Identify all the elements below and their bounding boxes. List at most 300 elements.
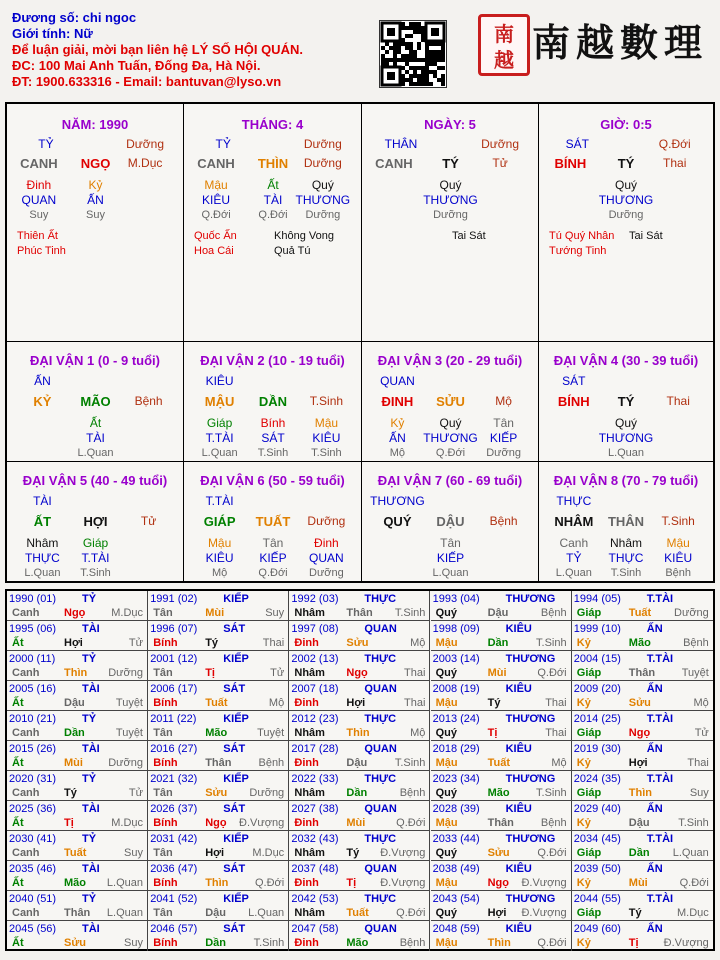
year-stem: Đinh bbox=[294, 697, 319, 709]
year-stem: Nhâm bbox=[294, 727, 325, 739]
year-label: 2039 (50) bbox=[573, 863, 621, 875]
pillar-title: GIỜ: 0:5 bbox=[600, 117, 652, 132]
year-god: THỰC bbox=[364, 893, 397, 905]
year-branch: Dần bbox=[628, 847, 650, 859]
stem-stage: Q.Đới bbox=[658, 137, 691, 151]
year-stem: Đinh bbox=[294, 937, 319, 949]
year-stage: L.Quan bbox=[672, 847, 709, 859]
client-info bbox=[12, 10, 303, 90]
year-stage: Thai bbox=[545, 697, 567, 709]
year-god: TÀI bbox=[82, 683, 100, 695]
year-branch: Tuất bbox=[205, 697, 228, 709]
year-branch: Tý bbox=[487, 697, 501, 709]
hidden-stage: Q.Đới bbox=[258, 567, 288, 579]
year-cell bbox=[148, 711, 289, 741]
year-stage: Bệnh bbox=[540, 607, 567, 619]
year-stage: Q.Đới bbox=[537, 937, 567, 949]
dai-van-cell bbox=[362, 342, 539, 462]
year-god: THỰC bbox=[364, 773, 397, 785]
year-label: 2026 (37) bbox=[150, 803, 198, 815]
year-label: 2035 (46) bbox=[9, 863, 57, 875]
year-branch: Sửu bbox=[346, 637, 369, 649]
hidden-god: THỰC bbox=[608, 551, 644, 565]
year-stage: Thai bbox=[262, 637, 285, 649]
year-stem: Tân bbox=[153, 607, 173, 619]
bad-star: Tai Sát bbox=[629, 230, 663, 242]
bad-star: Tai Sát bbox=[452, 230, 486, 242]
year-label: 2033 (44) bbox=[432, 833, 480, 845]
year-god: SÁT bbox=[223, 923, 246, 935]
year-stem: Canh bbox=[12, 787, 40, 799]
year-stage: Thai bbox=[545, 727, 567, 739]
seal-logo: 南 越 bbox=[478, 14, 530, 76]
hidden-stage: Suy bbox=[86, 209, 105, 221]
dai-van-stage: T.Sinh bbox=[661, 514, 695, 528]
year-stem: Canh bbox=[12, 847, 40, 859]
hidden-stem: Kỷ bbox=[88, 178, 103, 192]
hidden-god: KIẾP bbox=[436, 551, 465, 565]
year-stage: T.Sinh bbox=[536, 787, 567, 799]
dai-van-cell bbox=[362, 462, 539, 583]
year-stage: Dưỡng bbox=[249, 787, 285, 799]
hidden-stem: Quý bbox=[311, 178, 334, 192]
year-stem: Canh bbox=[12, 727, 40, 739]
year-cell bbox=[431, 741, 572, 771]
year-stem: Kỷ bbox=[576, 637, 591, 649]
dai-van-cell bbox=[7, 462, 184, 583]
hidden-stage: L.Quan bbox=[201, 447, 238, 459]
year-stage: Tử bbox=[128, 787, 143, 799]
year-label: 2043 (54) bbox=[432, 893, 480, 905]
year-god: QUAN bbox=[364, 683, 397, 695]
year-label: 2022 (33) bbox=[291, 773, 339, 785]
year-label: 2004 (15) bbox=[573, 653, 621, 665]
pillar-cell bbox=[362, 104, 539, 342]
dai-van-stem: NHÂM bbox=[554, 514, 594, 529]
hidden-stem: Tân bbox=[493, 416, 514, 430]
year-branch: Mão bbox=[205, 727, 228, 739]
year-cell bbox=[148, 801, 289, 831]
dai-van-god: SÁT bbox=[562, 374, 586, 388]
year-label: 2025 (36) bbox=[9, 803, 57, 815]
year-stem: Đinh bbox=[294, 757, 319, 769]
year-label: 2030 (41) bbox=[9, 833, 57, 845]
year-cell bbox=[7, 771, 148, 801]
year-stage: Mộ bbox=[268, 697, 285, 709]
year-cell bbox=[572, 831, 713, 861]
year-stem: Ất bbox=[12, 937, 24, 949]
year-branch: Thân bbox=[346, 607, 373, 619]
dai-van-god: ẤN bbox=[34, 374, 51, 388]
year-branch: Dậu bbox=[64, 697, 85, 709]
stem-god: SÁT bbox=[565, 137, 589, 151]
hidden-god: THƯƠNG bbox=[295, 193, 351, 207]
dai-van-stem: BÍNH bbox=[557, 394, 590, 409]
year-cell bbox=[572, 861, 713, 891]
year-stem: Giáp bbox=[576, 607, 602, 619]
year-branch: Mão bbox=[64, 877, 86, 889]
dai-van-branch: HỢI bbox=[83, 514, 108, 529]
dai-van-god: QUAN bbox=[380, 374, 415, 388]
year-cell bbox=[431, 801, 572, 831]
year-stem: Quý bbox=[435, 607, 457, 619]
dai-van-stage: Mộ bbox=[495, 394, 512, 408]
hidden-stem: Mậu bbox=[314, 416, 339, 430]
year-god: QUAN bbox=[364, 923, 397, 935]
year-cell bbox=[148, 681, 289, 711]
year-god: KIÊU bbox=[505, 803, 532, 815]
dai-van-cell bbox=[184, 342, 362, 462]
dai-van-god: T.TÀI bbox=[205, 494, 234, 508]
year-label: 1996 (07) bbox=[150, 623, 198, 635]
hidden-god: KIÊU bbox=[202, 193, 231, 207]
hidden-stem: Tân bbox=[440, 536, 461, 550]
year-god: KIÊU bbox=[505, 623, 532, 635]
year-branch: Hợi bbox=[628, 757, 648, 769]
hidden-god: KIÊU bbox=[664, 551, 693, 565]
good-star: Hoa Cái bbox=[194, 245, 234, 257]
heavenly-stem: CANH bbox=[197, 156, 235, 171]
year-god: T.TÀI bbox=[646, 713, 674, 725]
year-stem: Kỷ bbox=[576, 937, 591, 949]
year-god: KIẾP bbox=[223, 713, 249, 725]
year-branch: Dậu bbox=[487, 607, 509, 619]
year-branch: Hợi bbox=[346, 697, 366, 709]
pillar-title: NĂM: 1990 bbox=[61, 117, 129, 132]
year-label: 2023 (34) bbox=[432, 773, 480, 785]
year-label: 2034 (45) bbox=[573, 833, 621, 845]
year-stem: Bính bbox=[153, 877, 178, 889]
year-stem: Tân bbox=[153, 787, 173, 799]
year-god: T.TÀI bbox=[646, 773, 674, 785]
year-cell bbox=[148, 891, 289, 921]
hidden-stage: Q.Đới bbox=[435, 447, 466, 459]
year-label: 1991 (02) bbox=[150, 593, 198, 605]
year-branch: Ngọ bbox=[205, 817, 227, 829]
year-cell bbox=[431, 651, 572, 681]
hidden-stem: Canh bbox=[559, 536, 589, 550]
bad-star: Quả Tú bbox=[274, 245, 311, 257]
year-label: 2031 (42) bbox=[150, 833, 198, 845]
year-cell bbox=[148, 771, 289, 801]
year-stage: Thai bbox=[403, 697, 426, 709]
year-cell bbox=[289, 831, 430, 861]
info-line: Giới tính: Nữ bbox=[12, 26, 93, 41]
dai-van-stem: KỶ bbox=[33, 394, 52, 409]
dai-van-stem: MẬU bbox=[204, 394, 235, 409]
year-god: KIÊU bbox=[505, 863, 532, 875]
year-label: 2028 (39) bbox=[432, 803, 480, 815]
year-label: 2008 (19) bbox=[432, 683, 480, 695]
year-branch: Tý bbox=[628, 907, 642, 919]
year-cell bbox=[431, 621, 572, 651]
year-god: ẤN bbox=[646, 683, 663, 695]
year-god: THƯƠNG bbox=[505, 653, 556, 665]
hidden-stage: Dưỡng bbox=[309, 567, 344, 579]
year-stage: Tử bbox=[694, 727, 709, 739]
earthly-branch: TÝ bbox=[442, 156, 459, 171]
year-label: 1999 (10) bbox=[573, 623, 621, 635]
dai-van-branch: TUẤT bbox=[255, 514, 291, 529]
year-branch: Thân bbox=[487, 817, 514, 829]
year-god: TỶ bbox=[82, 833, 97, 845]
year-god: KIẾP bbox=[223, 833, 249, 845]
dai-van-title: ĐẠI VẬN 7 (60 - 69 tuổi) bbox=[377, 473, 523, 488]
dai-van-branch: DẦN bbox=[258, 394, 288, 409]
year-stage: Tuyệt bbox=[257, 727, 285, 739]
pillar-cell bbox=[184, 104, 362, 342]
year-god: ẤN bbox=[646, 863, 663, 875]
year-branch: Mùi bbox=[628, 877, 648, 889]
year-branch: Thân bbox=[628, 667, 656, 679]
year-stage: L.Quan bbox=[106, 877, 143, 889]
year-cell bbox=[431, 921, 572, 951]
year-label: 1997 (08) bbox=[291, 623, 339, 635]
year-branch: Mùi bbox=[346, 817, 366, 829]
year-stage: Q.Đới bbox=[254, 877, 285, 889]
year-branch: Mão bbox=[628, 637, 651, 649]
dai-van-stem: GIÁP bbox=[203, 514, 236, 529]
dai-van-title: ĐẠI VẬN 3 (20 - 29 tuổi) bbox=[377, 353, 523, 368]
year-cell bbox=[7, 801, 148, 831]
year-cell bbox=[289, 771, 430, 801]
hidden-stem: Nhâm bbox=[609, 536, 642, 550]
hidden-god: THƯƠNG bbox=[598, 193, 654, 207]
year-stem: Kỷ bbox=[576, 757, 591, 769]
info-line: ĐT: 1900.633316 - Email: bantuvan@lyso.vn bbox=[12, 74, 282, 89]
year-label: 1995 (06) bbox=[9, 623, 57, 635]
year-stage: Dưỡng bbox=[674, 607, 709, 619]
year-label: 2001 (12) bbox=[150, 653, 198, 665]
dai-van-stage: Dưỡng bbox=[307, 514, 346, 528]
year-cell bbox=[431, 831, 572, 861]
year-branch: Tý bbox=[346, 847, 360, 859]
branch-stage: Dưỡng bbox=[303, 156, 342, 170]
year-god: SÁT bbox=[223, 623, 246, 635]
year-god: KIÊU bbox=[505, 923, 532, 935]
year-cell bbox=[289, 621, 430, 651]
year-label: 1992 (03) bbox=[291, 593, 339, 605]
hidden-stage: Dưỡng bbox=[608, 209, 644, 221]
hidden-god: TÀI bbox=[263, 193, 283, 207]
year-branch: Ngọ bbox=[64, 607, 86, 619]
year-stage: Q.Đới bbox=[537, 847, 567, 859]
hidden-god: QUAN bbox=[309, 551, 344, 565]
year-stage: M.Dục bbox=[677, 907, 709, 919]
year-stem: Ất bbox=[12, 637, 24, 649]
year-branch: Thân bbox=[64, 907, 91, 919]
year-god: THỰC bbox=[364, 833, 397, 845]
hidden-stage: T.Sinh bbox=[80, 567, 111, 579]
year-stem: Bính bbox=[153, 937, 178, 949]
year-branch: Mùi bbox=[64, 757, 83, 769]
year-cell bbox=[7, 591, 148, 621]
year-god: ẤN bbox=[646, 923, 663, 935]
year-stem: Kỷ bbox=[576, 697, 591, 709]
year-branch: Tị bbox=[205, 667, 215, 679]
year-cell bbox=[148, 621, 289, 651]
hidden-god: QUAN bbox=[21, 193, 57, 207]
hidden-stem: Mậu bbox=[207, 536, 232, 550]
hidden-stage: L.Quan bbox=[555, 567, 592, 579]
hidden-god: ẤN bbox=[389, 431, 406, 445]
year-stem: Canh bbox=[12, 607, 40, 619]
hidden-stage: L.Quan bbox=[24, 567, 61, 579]
year-branch: Sửu bbox=[487, 847, 510, 859]
year-branch: Tuất bbox=[487, 757, 510, 769]
year-label: 2032 (43) bbox=[291, 833, 339, 845]
year-cell bbox=[289, 741, 430, 771]
year-stem: Đinh bbox=[294, 817, 319, 829]
year-branch: Mão bbox=[346, 937, 369, 949]
year-stem: Giáp bbox=[576, 907, 602, 919]
year-stage: Suy bbox=[124, 937, 143, 949]
year-god: THƯƠNG bbox=[505, 893, 556, 905]
year-branch: Ngọ bbox=[628, 727, 651, 739]
year-label: 2000 (11) bbox=[9, 653, 56, 665]
year-stage: Thai bbox=[687, 757, 709, 769]
year-cell bbox=[431, 891, 572, 921]
hidden-stem: Giáp bbox=[206, 416, 233, 430]
year-label: 2021 (32) bbox=[150, 773, 198, 785]
hidden-god: T.TÀI bbox=[81, 551, 110, 565]
year-stem: Quý bbox=[435, 667, 457, 679]
hidden-stem: Tân bbox=[262, 536, 284, 550]
year-god: THƯƠNG bbox=[505, 593, 556, 605]
hidden-stage: Q.Đới bbox=[201, 209, 231, 221]
info-line: Đương số: chi ngoc bbox=[12, 10, 137, 25]
year-god: QUAN bbox=[364, 623, 397, 635]
year-label: 2007 (18) bbox=[291, 683, 339, 695]
year-god: ẤN bbox=[646, 803, 663, 815]
brand-logo: 南越數理 bbox=[532, 20, 709, 65]
year-god: THƯƠNG bbox=[505, 833, 556, 845]
year-cell bbox=[7, 861, 148, 891]
year-label: 2019 (30) bbox=[573, 743, 621, 755]
year-branch: Thìn bbox=[64, 667, 88, 679]
year-branch: Hợi bbox=[205, 847, 225, 859]
year-branch: Dậu bbox=[628, 817, 650, 829]
year-god: SÁT bbox=[223, 863, 246, 875]
hidden-stem: Đinh bbox=[26, 178, 52, 192]
year-god: TÀI bbox=[82, 623, 100, 635]
year-god: THƯƠNG bbox=[505, 773, 556, 785]
year-label: 2013 (24) bbox=[432, 713, 480, 725]
hidden-stem: Mậu bbox=[666, 536, 690, 550]
dai-van-branch: SỬU bbox=[436, 394, 465, 409]
hidden-stage: Dưỡng bbox=[433, 209, 468, 221]
year-label: 2045 (56) bbox=[9, 923, 57, 935]
year-stem: Tân bbox=[153, 667, 173, 679]
heavenly-stem: BÍNH bbox=[554, 156, 587, 171]
dai-van-cell bbox=[539, 462, 713, 583]
good-star: Quốc Ấn bbox=[194, 230, 237, 242]
dai-van-cell bbox=[7, 342, 184, 462]
year-god: ẤN bbox=[646, 623, 663, 635]
year-branch: Tị bbox=[346, 877, 357, 889]
dai-van-stem: ẤT bbox=[33, 514, 52, 529]
year-god: SÁT bbox=[223, 803, 246, 815]
year-god: TỶ bbox=[82, 653, 97, 665]
pillar-title: THÁNG: 4 bbox=[241, 117, 304, 132]
year-stage: Đ.Vượng bbox=[380, 877, 426, 889]
year-stage: Đ.Vượng bbox=[663, 937, 709, 949]
stem-stage: Dưỡng bbox=[303, 137, 342, 151]
year-cell bbox=[148, 921, 289, 951]
year-god: TÀI bbox=[82, 743, 100, 755]
year-god: ẤN bbox=[646, 743, 663, 755]
hidden-stage: L.Quan bbox=[432, 567, 469, 579]
year-stem: Mậu bbox=[435, 757, 458, 769]
year-cell bbox=[572, 651, 713, 681]
year-cell bbox=[7, 741, 148, 771]
year-cell bbox=[148, 741, 289, 771]
year-stem: Nhâm bbox=[294, 787, 325, 799]
year-branch: Tuất bbox=[628, 607, 652, 619]
year-branch: Hợi bbox=[487, 907, 507, 919]
dai-van-title: ĐẠI VẬN 1 (0 - 9 tuổi) bbox=[29, 353, 160, 368]
year-god: KIÊU bbox=[505, 743, 532, 755]
dai-van-title: ĐẠI VẬN 8 (70 - 79 tuổi) bbox=[553, 473, 699, 488]
year-branch: Dậu bbox=[205, 907, 226, 919]
year-stem: Ất bbox=[12, 757, 24, 769]
pillar-cell bbox=[539, 104, 713, 342]
pillar-cell bbox=[7, 104, 184, 342]
hidden-god: SÁT bbox=[261, 431, 285, 445]
year-cell bbox=[289, 651, 430, 681]
year-stage: Tuyệt bbox=[115, 697, 143, 709]
year-stem: Ất bbox=[12, 877, 24, 889]
year-stage: Mộ bbox=[551, 757, 567, 769]
hidden-stage: T.Sinh bbox=[311, 447, 342, 459]
year-cell bbox=[572, 891, 713, 921]
year-cell bbox=[431, 711, 572, 741]
year-label: 2027 (38) bbox=[291, 803, 339, 815]
heavenly-stem: CANH bbox=[375, 156, 413, 171]
year-stem: Tân bbox=[153, 907, 173, 919]
hidden-god: THƯƠNG bbox=[423, 431, 478, 445]
dai-van-branch: MÃO bbox=[80, 394, 111, 409]
dai-van-god: TÀI bbox=[33, 494, 52, 508]
hidden-stem: Bính bbox=[260, 416, 286, 430]
year-stage: T.Sinh bbox=[678, 817, 709, 829]
qr-code-icon bbox=[379, 20, 447, 88]
year-god: THỰC bbox=[364, 713, 397, 725]
year-label: 2014 (25) bbox=[573, 713, 621, 725]
year-branch: Thìn bbox=[628, 787, 653, 799]
year-label: 2044 (55) bbox=[573, 893, 621, 905]
year-cell bbox=[431, 771, 572, 801]
branch-stage: Thai bbox=[663, 156, 687, 170]
hidden-stem: Nhâm bbox=[26, 536, 59, 550]
year-stem: Giáp bbox=[576, 787, 602, 799]
year-label: 2012 (23) bbox=[291, 713, 339, 725]
dai-van-title: ĐẠI VẬN 4 (30 - 39 tuổi) bbox=[553, 353, 699, 368]
year-stage: Đ.Vượng bbox=[239, 817, 285, 829]
year-cell bbox=[148, 831, 289, 861]
year-stem: Mậu bbox=[435, 937, 458, 949]
year-stem: Giáp bbox=[576, 847, 602, 859]
year-god: TỶ bbox=[82, 773, 97, 785]
year-label: 2011 (22) bbox=[150, 713, 197, 725]
year-god: KIÊU bbox=[505, 683, 532, 695]
year-stage: Bệnh bbox=[399, 937, 426, 949]
year-stem: Canh bbox=[12, 667, 40, 679]
year-branch: Hợi bbox=[64, 637, 83, 649]
year-branch: Mùi bbox=[205, 607, 225, 619]
year-stage: T.Sinh bbox=[536, 637, 567, 649]
year-god: SÁT bbox=[223, 683, 246, 695]
